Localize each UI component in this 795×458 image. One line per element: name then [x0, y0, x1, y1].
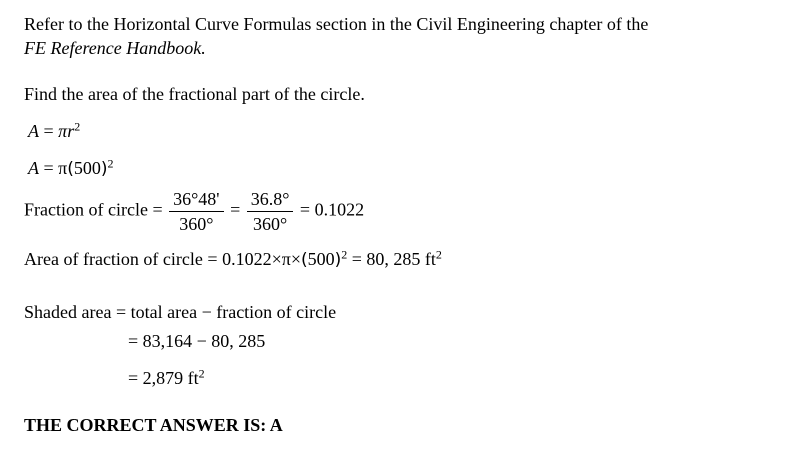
- fraction-decimal: [247, 189, 294, 234]
- eq1-pi: π: [58, 121, 68, 141]
- shaded-definition: total area − fraction of circle: [130, 302, 337, 322]
- shaded-result-value: = 2,879 ft: [128, 368, 199, 388]
- area-value: 500: [307, 249, 335, 269]
- eq2-pi: π: [58, 158, 68, 178]
- area-open-paren: (: [300, 250, 308, 270]
- shaded-equals: =: [111, 302, 131, 322]
- problem-prompt: Find the area of the fractional part of the circle.: [24, 84, 365, 104]
- area-times-1: ×: [271, 249, 282, 269]
- fraction-decimal-denominator: 360°: [252, 214, 288, 234]
- fraction-of-circle-equation: [24, 189, 364, 234]
- fraction-equals-3: =: [295, 199, 315, 220]
- equation-area-formula: [28, 120, 80, 142]
- area-equals-2: =: [347, 249, 367, 269]
- area-result-exponent: 2: [435, 247, 442, 262]
- area-equals: =: [202, 249, 223, 269]
- handbook-title: FE Reference Handbook.: [24, 38, 206, 58]
- eq2-open-paren: (: [67, 159, 74, 179]
- fraction-equals-2: =: [225, 199, 245, 220]
- eq1-r: r: [67, 121, 75, 141]
- area-label: Area of fraction of circle: [24, 249, 203, 269]
- area-factor: 0.1022: [222, 249, 272, 269]
- area-result: 80, 285 ft: [366, 249, 436, 269]
- area-pi: π: [281, 249, 291, 269]
- correct-answer: THE CORRECT ANSWER IS: A: [24, 415, 283, 435]
- fraction-decimal-numerator: 36.8°: [247, 189, 294, 212]
- eq1-lhs: A: [28, 121, 39, 141]
- fraction-result: 0.1022: [314, 199, 365, 220]
- shaded-area-result: [128, 367, 205, 389]
- eq1-equals: =: [39, 121, 59, 141]
- fraction-label: Fraction of circle: [24, 199, 148, 220]
- eq2-exponent: 2: [107, 156, 114, 171]
- intro-text-line1: Refer to the Horizontal Curve Formulas section in the Civil Engineering chapter of the: [24, 14, 649, 34]
- equation-area-substituted: [28, 157, 114, 180]
- shaded-area-equation: [24, 301, 336, 323]
- eq2-value: 500: [73, 158, 101, 178]
- shaded-result-exponent: 2: [198, 366, 205, 381]
- eq2-equals: =: [39, 158, 59, 178]
- fraction-dms: [169, 189, 223, 234]
- eq2-close-paren: ): [100, 159, 108, 179]
- area-of-fraction-equation: [24, 248, 442, 271]
- shaded-area-step: = 83,164 − 80, 285: [128, 331, 266, 351]
- eq2-lhs: A: [28, 158, 39, 178]
- fraction-equals-1: =: [147, 199, 168, 220]
- area-exponent: 2: [341, 247, 348, 262]
- eq1-exponent: 2: [74, 119, 81, 134]
- fraction-dms-numerator: 36°48': [169, 189, 223, 212]
- fraction-dms-denominator: 360°: [179, 214, 214, 234]
- area-times-2: ×: [290, 249, 301, 269]
- area-close-paren: ): [334, 250, 342, 270]
- shaded-label: Shaded area: [24, 302, 112, 322]
